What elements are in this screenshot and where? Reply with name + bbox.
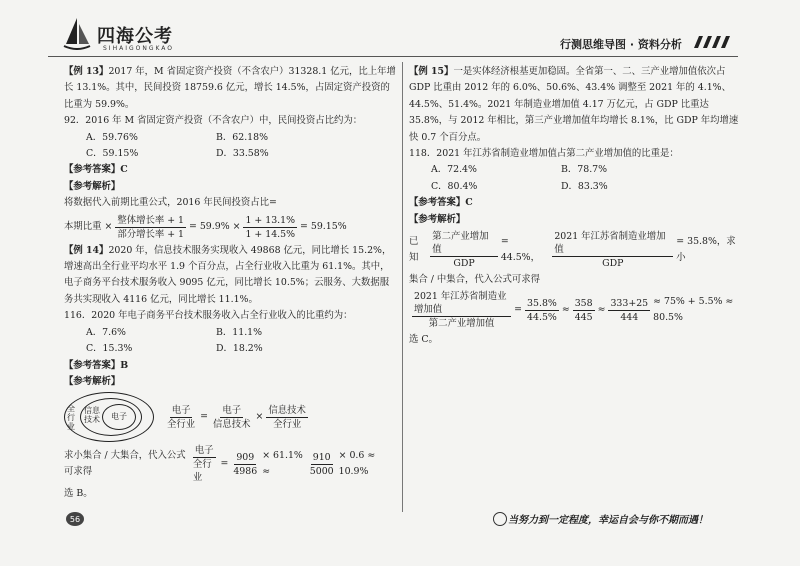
formula-92: 本期比重 × $\frac{\text{整体增长率 + 1}}{\text{部分增长率 + 1}}$ = 59.9% × $\frac{1 + 13.1\%}{1 + 14.5\%}$ = 59.15%: [64, 214, 347, 240]
option: A．7.6%: [86, 326, 126, 338]
answer-116: 【参考答案】B: [64, 359, 129, 371]
option: B．78.7%: [561, 164, 608, 176]
page-number: 56: [66, 512, 84, 526]
left-column: [64, 64, 396, 503]
footer-slogan: 当努力到一定程度，幸运自会与你不期而遇！: [508, 515, 708, 526]
option: D．33.58%: [216, 148, 269, 160]
brand-name: 四海公考: [97, 26, 173, 47]
analysis-title-92: 【参考解析】: [64, 180, 121, 192]
option: A．59.76%: [86, 131, 138, 143]
option: C．15.3%: [86, 343, 133, 355]
question-92: 92．2016 年 M 省固定资产投资（不含农户）中，民间投资占比约为：: [64, 115, 363, 127]
example-13: 【例 13】2017 年，M 省固定资产投资（不含农户）31328.1 亿元，比上年增长 13.1%。其中，民间投资 18759.6 亿元，增长 14.5%，占固定资产投资的比重为 59.9%。: [64, 66, 396, 110]
option: C．80.4%: [431, 180, 478, 192]
option: B．62.18%: [216, 131, 269, 143]
section-title: 行测思维导图 · 资料分析: [560, 38, 682, 51]
option: B．11.1%: [216, 326, 263, 338]
example-14: 【例 14】2020 年，信息技术服务实现收入 49868 亿元，同比增长 15.2%，增速高出全行业平均水平 1.9 个百分点，占全行业收入比重为 61.1%。其中，电子商务平台技术服务收入 9095 亿元，同比增长 10.5%；云服务、大数据服务共实现收入 4116 亿元，同比增长 11.1%。: [64, 244, 392, 305]
option: A．72.4%: [431, 164, 477, 176]
conclusion-116: 选 B。: [64, 488, 93, 500]
venn-formula: 电子 全行业 信息技术 $\frac{\text{电子}}{\text{全行业}}$ = $\frac{\text{电子}}{\text{信息技术}}$ × $\frac{\text{信息技术}}{\text{全行业}}$: [64, 392, 396, 442]
column-divider: [402, 62, 403, 512]
brand-subtitle: SIHAIGONGKAO: [103, 45, 175, 52]
venn-diagram: 电子 全行业 信息技术: [64, 392, 154, 442]
analysis-118-text: 集合 / 中集合，代入公式可求得: [409, 274, 540, 286]
question-116-options: [64, 325, 396, 358]
option: C．59.15%: [86, 148, 139, 160]
analysis-92-text: 将数据代入前期比重公式，2016 年民间投资占比=: [64, 197, 277, 209]
answer-92: 【参考答案】C: [64, 164, 128, 176]
decorative-bars-icon: [690, 36, 730, 48]
question-92-options: [64, 130, 396, 163]
formula-118-known: 已知 $\frac{\text{第二产业增加值}}{\text{GDP}}$ = 44.5%， $\frac{\text{2021 年江苏省制造业增加值}}{\text{GDP}}$ = 35.8%，求小: [409, 231, 736, 270]
analysis-title-118: 【参考解析】: [409, 213, 466, 225]
answer-118: 【参考答案】C: [409, 197, 473, 209]
analysis-title-116: 【参考解析】: [64, 375, 121, 387]
formula-116: 求小集合 / 大集合，代入公式可求得 $\frac{\text{电子}}{\text{全行业}}$ = $\frac{909}{4986}$ × 61.1% ≈ $\frac{910}{5000}$ × 0.6 ≈ 10.9%: [64, 445, 376, 484]
question-118-options: [409, 162, 743, 195]
right-column: [409, 64, 743, 349]
page-header: [0, 0, 800, 58]
example-15: 【例 15】一是实体经济根基更加稳固。全省第一、二、三产业增加值依次占 GDP 比重由 2012 年的 6.0%、50.6%、43.4% 调整至 2021 年的 4.1%、44.5%、51.4%。2021 年制造业增加值 4.17 万亿元，占 GDP 比重达 35.8%，与 2012 年相比，第三产业增加值年均增长 8.1%，比 GDP 年均增速快 0.7 个百分点。: [409, 66, 739, 143]
formula-118: $\frac{\text{2021 年江苏省制造业增加值}}{\text{第二产业增加值}}$ = $\frac{35.8\%}{44.5\%}$ ≈ $\frac{358}{445}$ ≈ $\frac{333+25}{444}$ ≈ 75% + 5.5% ≈ 80.5%: [414, 291, 734, 330]
option: D．18.2%: [216, 343, 263, 355]
option: D．83.3%: [561, 180, 608, 192]
question-116: 116．2020 年电子商务平台技术服务收入占全行业收入的比重约为：: [64, 310, 353, 322]
sailboat-logo-icon: [62, 16, 92, 50]
question-118: 118．2021 年江苏省制造业增加值占第二产业增加值的比重是：: [409, 148, 679, 160]
smile-icon: [493, 512, 507, 526]
conclusion-118: 选 C。: [409, 334, 438, 346]
header-rule: [48, 56, 738, 57]
